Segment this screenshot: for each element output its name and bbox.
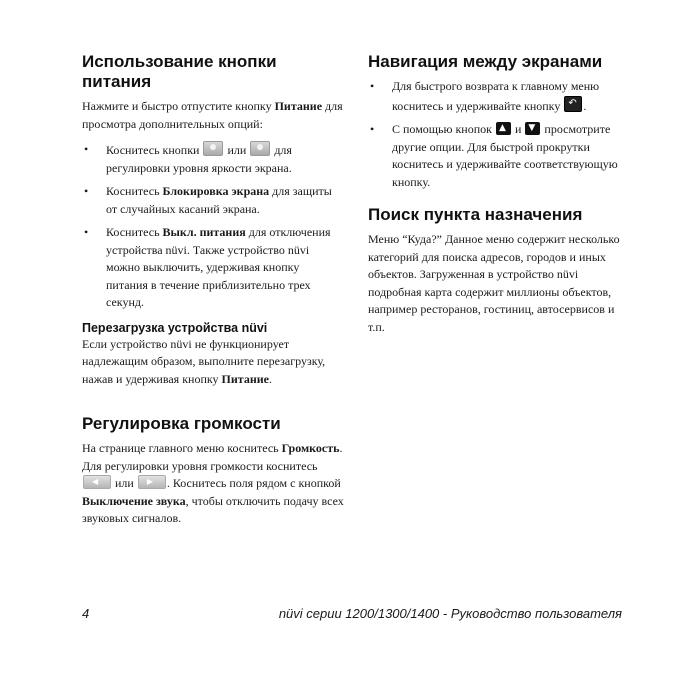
list-item: • Коснитесь кнопки или для регулировки уровня яркости экрана. [82, 141, 344, 177]
list-item: • Коснитесь Выкл. питания для отключения устройства nüvi. Также устройство nüvi можно выключить, удерживая кнопку питания в течение приблизительно трех секунд. [82, 224, 344, 312]
destination-heading: Поиск пункта назначения [368, 205, 583, 224]
navigation-heading: Навигация между экранами [368, 52, 603, 71]
navigation-list [368, 78, 630, 191]
volume-down-icon: ◀ [83, 475, 111, 489]
power-intro: Нажмите и быстро отпустите кнопку Питание для просмотра дополнительных опций: [82, 99, 343, 131]
reset-text: Если устройство nüvi не функционирует надлежащим образом, выполните перезагрузку, нажав и удерживая кнопку Питание. [82, 336, 326, 386]
power-heading: Использование кнопки питания [82, 52, 277, 91]
destination-text: Меню “Куда?” Данное меню содержит несколько категорий для поиска адресов, городов и иных объектов. Загруженная в устройство nüvi подробная карта содержит миллионы объектов, например ресторанов, гостиниц, автосервисов и т.п. [368, 232, 620, 334]
reset-heading: Перезагрузка устройства nüvi [82, 320, 268, 335]
volume-heading: Регулировка громкости [82, 414, 281, 433]
list-item: • Коснитесь Блокировка экрана для защиты от случайных касаний экрана. [82, 183, 344, 218]
volume-section [82, 414, 344, 528]
footer-title: nüvi серии 1200/1300/1400 - Руководство пользователя [278, 606, 622, 621]
arrow-down-icon: ▼ [525, 122, 540, 135]
list-item: • Для быстрого возврата к главному меню коснитесь и удерживайте кнопку ↶ . [368, 78, 630, 115]
back-arrow-icon: ↶ [564, 96, 582, 112]
arrow-up-icon: ▲ [496, 122, 511, 135]
power-button-section [82, 52, 344, 312]
brightness-down-icon [203, 141, 223, 156]
left-column [82, 52, 344, 528]
destination-section [368, 205, 630, 336]
volume-text: На странице главного меню коснитесь Громкость. Для регулировки уровня громкости коснитесь ◀ или ▶ . Коснитесь поля рядом с кнопкой Выключение звука, чтобы отключить подачу всех звуковых сигналов. [82, 441, 344, 525]
page-footer [82, 606, 622, 624]
power-options-list [82, 141, 344, 312]
navigation-section [368, 52, 630, 191]
brightness-up-icon [250, 141, 270, 156]
right-column [368, 52, 630, 336]
volume-up-icon: ▶ [138, 475, 166, 489]
reset-section [82, 320, 344, 389]
list-item: • С помощью кнопок ▲ и ▼ просмотрите другие опции. Для быстрой прокрутки коснитесь и удерживайте соответствующую кнопку. [368, 121, 630, 191]
page-number: 4 [82, 606, 90, 621]
